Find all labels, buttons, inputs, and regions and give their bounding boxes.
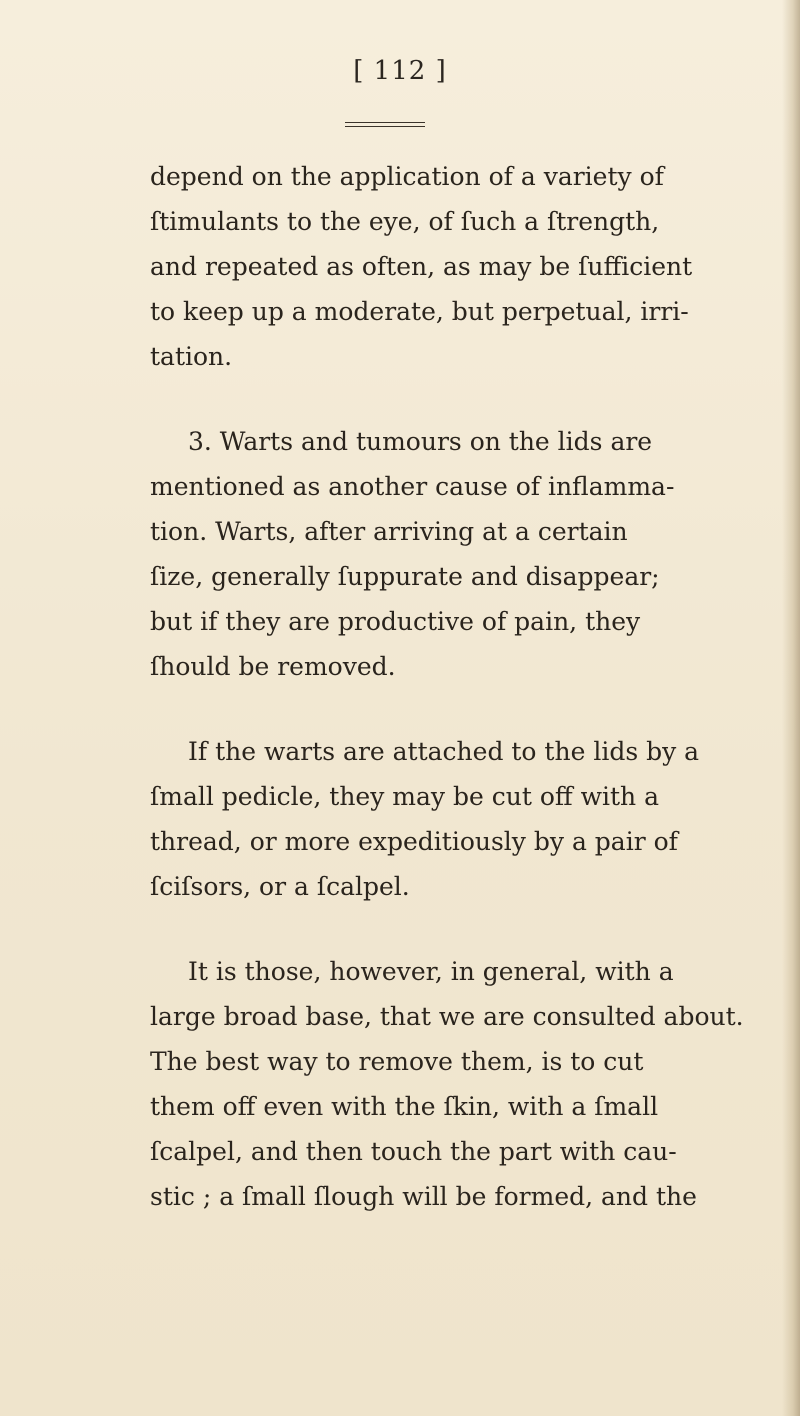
text-line: ſciſsors, or a ſcalpel. bbox=[150, 872, 410, 901]
text-line: stic ; a ſmall ſlough will be formed, and the bbox=[150, 1182, 697, 1211]
paragraph-gap bbox=[150, 909, 790, 949]
text-line: ſmall pedicle, they may be cut off with a bbox=[150, 782, 659, 811]
text-line: but if they are productive of pain, they bbox=[150, 607, 641, 636]
text-line: ſhould be removed. bbox=[150, 652, 396, 681]
text-line: and repeated as often, as may be ſufficient bbox=[150, 252, 693, 281]
text-line: to keep up a moderate, but perpetual, irri- bbox=[150, 297, 689, 326]
paragraph-gap bbox=[150, 379, 790, 419]
header-rule bbox=[345, 122, 425, 123]
text-line: The best way to remove them, is to cut bbox=[150, 1047, 644, 1076]
body-text bbox=[150, 154, 790, 1219]
paragraph-gap bbox=[150, 689, 790, 729]
paragraph-1 bbox=[150, 154, 790, 379]
page-number: [ 112 ] bbox=[353, 56, 447, 86]
text-line: ſcalpel, and then touch the part with cau- bbox=[150, 1137, 677, 1166]
text-line: tion. Warts, after arriving at a certain bbox=[150, 517, 628, 546]
text-line: ſtimulants to the eye, of ſuch a ſtrength, bbox=[150, 207, 660, 236]
text-line: them off even with the ſkin, with a ſmall bbox=[150, 1092, 659, 1121]
text-line: tation. bbox=[150, 342, 233, 371]
header-rule-lower bbox=[345, 126, 425, 127]
text-line: ſize, generally ſuppurate and disappear; bbox=[150, 562, 660, 591]
paragraph-2 bbox=[150, 419, 790, 689]
text-line: 3. Warts and tumours on the lids are bbox=[188, 427, 653, 456]
text-line: If the warts are attached to the lids by a bbox=[188, 737, 700, 766]
text-line: depend on the application of a variety of bbox=[150, 162, 664, 191]
text-line: thread, or more expeditiously by a pair of bbox=[150, 827, 678, 856]
text-line: large broad base, that we are consulted about. bbox=[150, 1002, 744, 1031]
paragraph-3 bbox=[150, 729, 790, 909]
paragraph-4 bbox=[150, 949, 790, 1219]
text-line: It is those, however, in general, with a bbox=[188, 957, 674, 986]
text-line: mentioned as another cause of inflamma- bbox=[150, 472, 675, 501]
